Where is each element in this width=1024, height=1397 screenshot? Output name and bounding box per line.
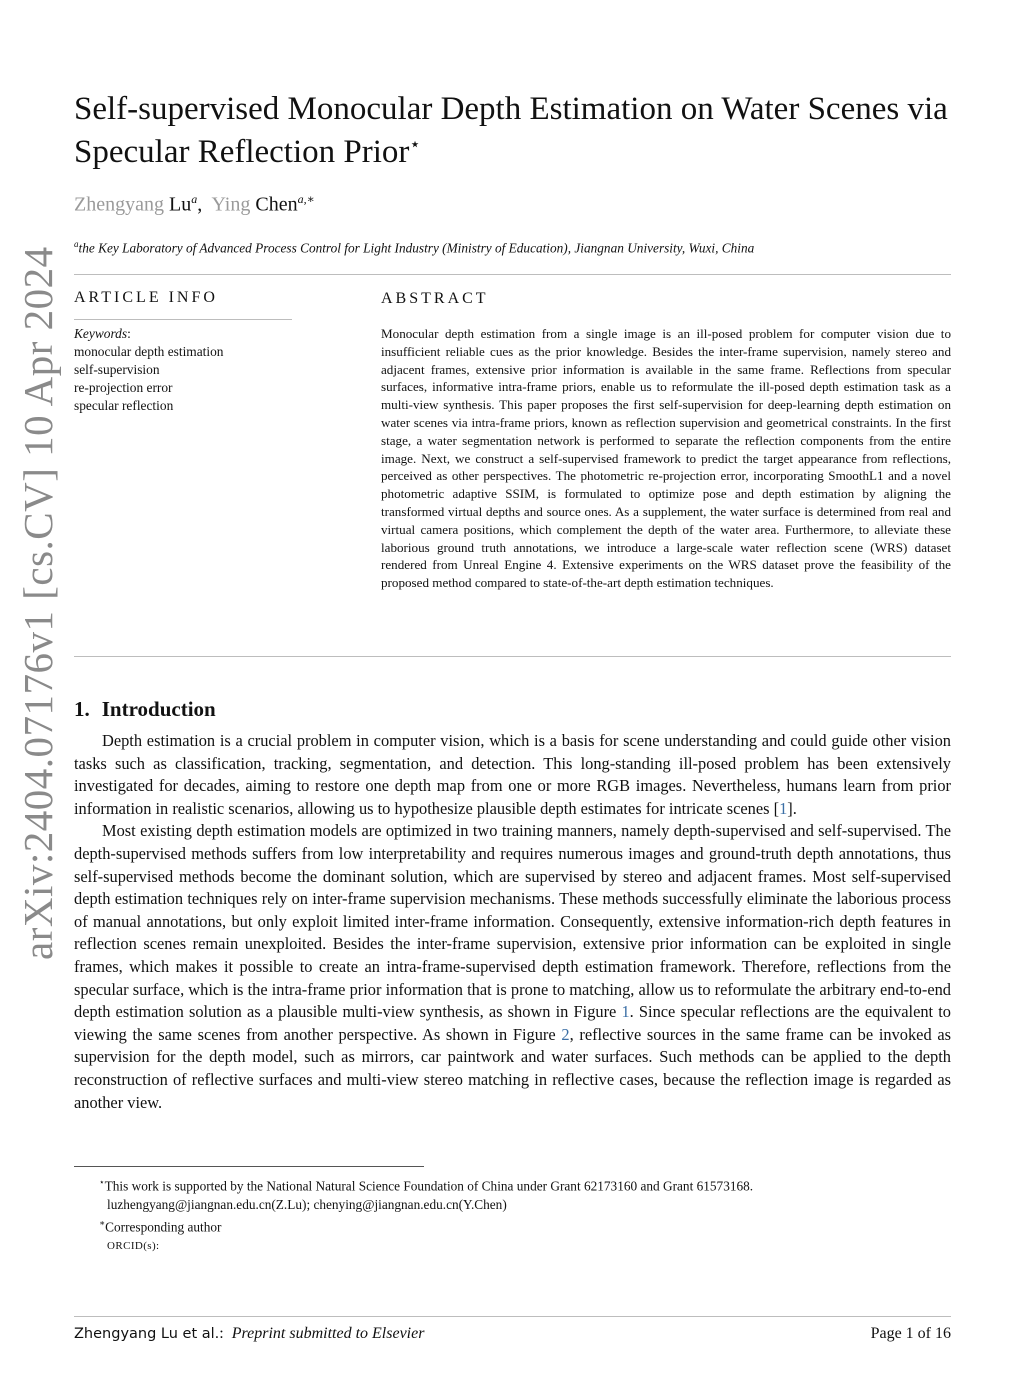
author-given-name[interactable]: Ying — [211, 193, 251, 216]
footnote-rule — [74, 1166, 424, 1167]
abstract-heading: ABSTRACT — [381, 290, 489, 307]
keyword-item: re-projection error — [74, 380, 173, 395]
author-family-name: Chen — [255, 193, 298, 216]
paragraph-text: . Since specular reflections are the equivalent to viewing the same scenes from another perspective. As shown in Figure — [74, 1002, 952, 1044]
author-family-name: Lu — [168, 193, 192, 216]
citation-link[interactable]: 1 — [779, 798, 788, 818]
footer-separator: : — [219, 1325, 224, 1342]
title-footnote-mark: ⋆ — [409, 134, 421, 154]
author-affil-mark: a,∗ — [297, 192, 315, 206]
footnote-mark: ⋆ — [99, 1177, 105, 1187]
footer-journal: Preprint submitted to Elsevier — [231, 1325, 425, 1342]
introduction-body — [74, 730, 951, 1114]
paragraph — [74, 730, 951, 820]
footer-divider — [74, 1316, 951, 1317]
section-title: Introduction — [101, 697, 216, 721]
keywords-label: Keywords — [74, 326, 128, 341]
title-line-1: Self-supervised Monocular Depth Estimation on Water Scenes via — [74, 91, 948, 127]
funding-footnote — [99, 1173, 753, 1195]
footnote-text: This work is supported by the National Natural Science Foundation of China under Grant 62173160 and Grant 61573168. — [104, 1178, 754, 1194]
paragraph-text: Most existing depth estimation models are optimized in two training manners, namely depth-supervised and self-supervised. The depth-supervised methods suffers from low interpretability and requires numerous images and ground-truth depth annotations, thus self-supervised methods become the dominant solution, which are supervised by stereo and adjacent frames. Most self-supervised depth estimation techniques rely on inter-frame supervision mechanisms. These methods successfully eliminate the laborious process of manual annotations, but only exploit limited inter-frame information. Consequently, extensive information-rich depth features in reflection scenes remain unexploited. Besides the inter-frame supervision, extensive prior information can be exploited in single frames, which makes it possible to create an intra-frame-supervised depth estimation framework. Therefore, reflections from the specular surface, which is the intra-frame prior information that is prone to matching, allow us to reformulate the arbitrary end-to-end depth estimation solution as a plausible multi-view synthesis, as shown in Figure — [74, 821, 951, 1022]
affiliation-text: the Key Laboratory of Advanced Process Control for Light Industry (Ministry of Education), Jiangnan University, Wuxi, China — [78, 240, 755, 256]
email-footnote: luzhengyang@jiangnan.edu.cn(Z.Lu); chenying@jiangnan.edu.cn(Y.Chen) — [107, 1197, 507, 1213]
affiliation — [74, 239, 954, 256]
corresponding-footnote — [99, 1214, 753, 1236]
abstract-text: Monocular depth estimation from a single image is an ill-posed problem for computer vision due to insufficient reliable cues as the prior knowledge. Besides the inter-frame supervision, namely stereo and adjacent frames, extensive prior information is available in the same frame. Reflections from specular surfaces, informative intra-frame priors, enable us to reformulate the ill-posed depth estimation task as a multi-view synthesis. This paper proposes the first self-supervision for deep-learning depth estimation on water scenes via intra-frame priors, known as reflection supervision and geometrical constraints. In the first stage, a water segmentation network is performed to separate the reflection components from the entire image. Next, we construct a self-supervised framework to predict the target appearance from reflections, perceived as other perspectives. The photometric re-projection error, incorporating SmoothL1 and a novel photometric adaptive SSIM, is formulated to optimize pose and depth estimation by aligning the transformed virtual depths and source ones. As a supplement, the water surface is determined from real and virtual camera positions, which complement the depth of the water area. Furthermore, to alleviate these laborious ground truth annotations, we introduce a large-scale water reflection scene (WRS) dataset rendered from Unreal Engine 4. Extensive experiments on the WRS dataset prove the feasibility of the proposed method compared to state-of-the-art depth estimation techniques. — [381, 326, 951, 591]
title-line-2: Specular Reflection Prior — [74, 134, 410, 170]
figure-link[interactable]: 1 — [621, 1002, 630, 1022]
paragraph — [74, 820, 951, 1114]
keyword-item: monocular depth estimation — [74, 344, 224, 359]
figure-link[interactable]: 2 — [561, 1024, 570, 1044]
footer-authors: Zhengyang Lu et al. — [74, 1326, 220, 1342]
keywords-block: Keywords: monocular depth estimation self-supervision re-projection error specular reflection — [74, 326, 224, 413]
footnote-text: Corresponding author — [105, 1219, 222, 1235]
keyword-item: self-supervision — [74, 362, 160, 377]
affiliation-mark: a — [74, 239, 79, 249]
page-number: Page 1 of 16 — [870, 1325, 951, 1342]
keyword-item: specular reflection — [74, 398, 174, 413]
author-affil-mark: a — [191, 192, 198, 206]
article-info-rule — [74, 319, 292, 320]
top-divider — [74, 274, 951, 275]
paragraph-text: , reflective sources in the same frame can be invoked as supervision for the depth model, such as mirrors, car paintwork and water surfaces. Such methods can be applied to the depth reconstruction of reflective surfaces and multi-view stereo matching in reflective cases, because the reflection image is regarded as another view. — [74, 1024, 952, 1112]
section-number: 1. — [74, 697, 90, 721]
arxiv-side-stamp: arXiv:2404.07176v1 [cs.CV] 10 Apr 2024 — [15, 246, 61, 960]
abstract-divider — [74, 656, 951, 657]
orcid-footnote: ORCID(s): — [107, 1239, 160, 1252]
article-info-heading: ARTICLE INFO — [74, 289, 218, 306]
author-list: Zhengyang Lu$^a$, Ying Chen$^{a,∗}$ — [74, 192, 315, 216]
paragraph-text: ]. — [787, 798, 797, 818]
author-given-name[interactable]: Zhengyang — [74, 193, 164, 216]
section-heading — [74, 697, 216, 722]
footnotes — [99, 1173, 754, 1256]
footer-citation — [74, 1325, 424, 1343]
footnote-mark: ∗ — [99, 1218, 106, 1229]
paragraph-text: Depth estimation is a crucial problem in computer vision, which is a basis for scene understanding and could guide other vision tasks such as classification, tracking, segmentation, and detection. This long-standing ill-posed problem has been extensively investigated for decades, aiming to restore one depth map from one or more RGB images. Nevertheless, humans learn from prior information in realistic scenarios, allowing us to hypothesize plausible depth estimates for intricate scenes [ — [74, 731, 951, 818]
paper-title — [74, 88, 964, 174]
